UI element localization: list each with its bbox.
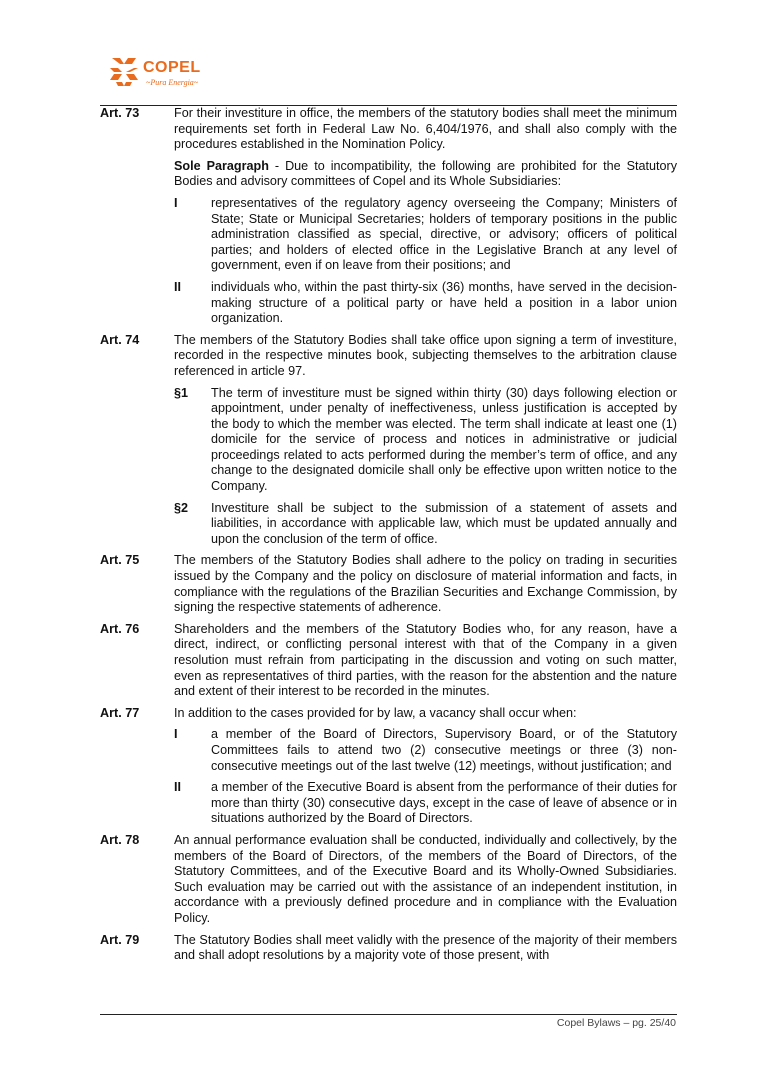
list-item <box>174 780 677 827</box>
item-list <box>174 386 677 548</box>
item-number: I <box>174 195 178 210</box>
article <box>100 333 677 548</box>
item-text: representatives of the regulatory agency overseeing the Company; Ministers of State; State or Municipal Secretaries; holders of temporary positions in the public administration classified as special, directive, or advisory; officers of political parties; and holders of elected office in the Legislative Branch at any level of government, even if on leave from their positions; and <box>211 195 677 273</box>
article-body <box>174 622 677 700</box>
article-body <box>174 333 677 548</box>
article-paragraph: In addition to the cases provided for by law, a vacancy shall occur when: <box>174 705 577 720</box>
article-number: Art. 73 <box>100 106 140 120</box>
company-logo <box>108 54 218 92</box>
article-paragraph: The Statutory Bodies shall meet validly with the presence of the majority of their members and shall adopt resolutions by a majority vote of those present, with <box>174 932 677 963</box>
article <box>100 106 677 327</box>
item-text: Investiture shall be subject to the submission of a statement of assets and liabilities, in accordance with applicable law, which must be updated annually and upon the conclusion of the term of office. <box>211 500 677 546</box>
article-paragraph: The members of the Statutory Bodies shall take office upon signing a term of investiture, recorded in the respective minutes book, subjecting themselves to the arbitration clause referenced in article 97. <box>174 332 677 378</box>
article <box>100 833 677 927</box>
item-number: I <box>174 727 178 742</box>
item-text: individuals who, within the past thirty-six (36) months, have served in the decision-making structure of a political party or have held a position in a labor union organization. <box>211 279 677 326</box>
logo-wordmark: COPEL <box>143 59 201 76</box>
article-paragraph: The members of the Statutory Bodies shall adhere to the policy on trading in securities issued by the Company and the policy on disclosure of material information and facts, in compliance with the regulations of the Brazilian Securities and Exchange Commission, by signing the respective statements of adherence. <box>174 553 677 615</box>
item-number: §1 <box>174 385 189 400</box>
article-number: Art. 78 <box>100 832 140 847</box>
list-item <box>174 280 677 327</box>
item-number: II <box>174 780 181 795</box>
list-item <box>174 196 677 274</box>
item-text: The term of investiture must be signed within thirty (30) days following election or appointment, under penalty of ineffectiveness, unless justification is accepted by the body to which the member was elected. The term shall indicate at least one (1) domicile for the service of process and notices in administrative or judicial proceedings related to acts performed during the member’s term of office, and any change to the designated domicile shall only be effective upon written notice to the Company. <box>211 385 677 494</box>
sole-paragraph-text: - Due to incompatibility, the following are prohibited for the Statutory Bodies and advisory committees of Copel and its Whole Subsidiaries: <box>174 158 677 189</box>
article-paragraph: For their investiture in office, the members of the statutory bodies shall meet the minimum requirements set forth in Federal Law No. 6,404/1976, and shall also comply with the procedures established in the Nomination Policy. <box>174 106 677 152</box>
list-item <box>174 727 677 774</box>
footer-divider <box>100 1014 677 1015</box>
article-number: Art. 77 <box>100 705 140 720</box>
article-number: Art. 75 <box>100 553 140 568</box>
item-text: a member of the Executive Board is absent from the performance of their duties for more than thirty (30) consecutive days, except in the case of leave of absence or in situations authorized by the Board of Directors. <box>211 780 677 826</box>
item-number: II <box>174 279 181 294</box>
copel-mark-icon <box>108 56 140 88</box>
item-list <box>174 727 677 827</box>
sole-paragraph <box>174 159 677 190</box>
article <box>100 706 677 827</box>
bylaws-content <box>100 106 677 970</box>
article-body <box>174 106 677 327</box>
logo-tagline: ~Pura Energia~ <box>146 78 199 87</box>
article-body <box>174 933 677 964</box>
article-number: Art. 79 <box>100 932 140 947</box>
article-number: Art. 74 <box>100 332 140 347</box>
article-number: Art. 76 <box>100 621 140 636</box>
item-number: §2 <box>174 500 189 515</box>
list-item <box>174 386 677 495</box>
article-paragraph: An annual performance evaluation shall be conducted, individually and collectively, by the members of the Board of Directors, of the members of the Board of Directors, of the Statutory Committees, and of the Executive Board and its Wholly-Owned Subsidiaries. Such evaluation may be carried out with the assistance of an independent institution, in accordance with a previously defined procedure and in compliance with the Evaluation Policy. <box>174 832 677 925</box>
item-text: a member of the Board of Directors, Supervisory Board, or of the Statutory Committees fails to attend two (2) consecutive meetings or three (3) non-consecutive meetings out of the last twelve (12) meetings, without justification; and <box>211 727 677 773</box>
sole-paragraph-label: Sole Paragraph <box>174 158 269 173</box>
page-footer: Copel Bylaws – pg. 25/40 <box>556 1017 676 1029</box>
article <box>100 933 677 964</box>
article-body <box>174 833 677 927</box>
list-item <box>174 501 677 548</box>
article-body <box>174 553 677 615</box>
article-body <box>174 706 677 827</box>
article <box>100 553 677 615</box>
article <box>100 622 677 700</box>
item-list <box>174 196 677 327</box>
article-paragraph: Shareholders and the members of the Statutory Bodies who, for any reason, have a direct, indirect, or conflicting personal interest with that of the Company in a given resolution must refrain from participating in the discussion and voting on such matter, even as representatives of third parties, with the reason for the abstention and the nature and extent of their interest to be recorded in the minutes. <box>174 621 677 699</box>
